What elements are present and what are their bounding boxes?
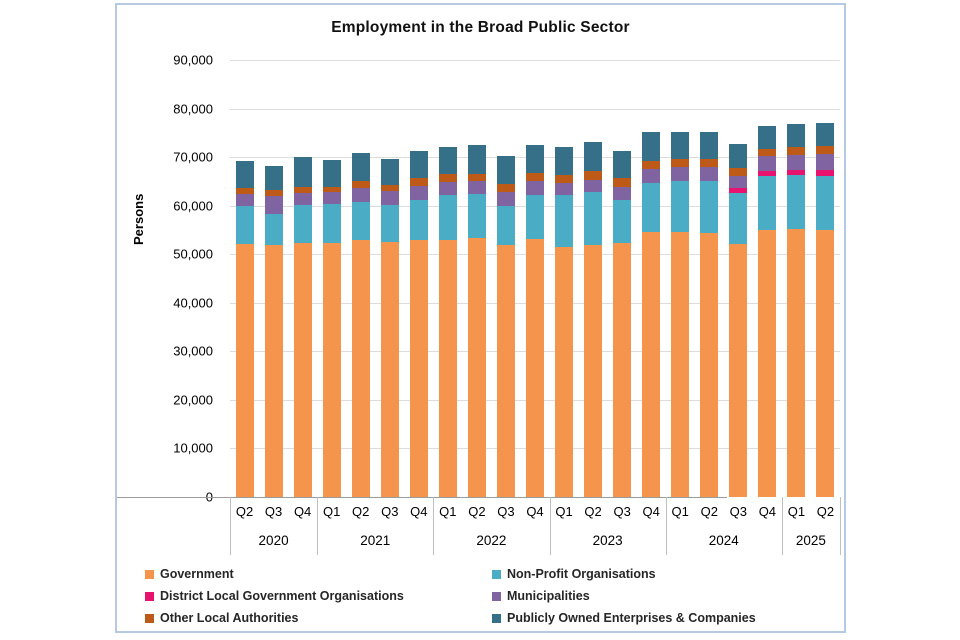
- bar-segment: [439, 182, 457, 195]
- bar-segment: [642, 132, 660, 161]
- bar-2023-q1: [555, 147, 573, 497]
- quarter-label: Q2: [816, 503, 835, 519]
- year-label: 2024: [708, 532, 739, 548]
- bar-segment: [381, 185, 399, 191]
- quarter-label: Q4: [410, 503, 428, 519]
- bar-segment: [758, 171, 776, 176]
- legend-item: [145, 589, 492, 603]
- bar-segment: [671, 159, 689, 167]
- quarter-label: Q1: [787, 503, 806, 519]
- bar-segment: [323, 187, 341, 192]
- bar-segment: [700, 233, 718, 497]
- quarter-label: Q2: [235, 503, 254, 519]
- quarter-label: Q2: [700, 503, 718, 519]
- bar-segment: [381, 159, 399, 185]
- bar-segment: [642, 232, 660, 497]
- y-tick-label: 40,000: [173, 295, 213, 311]
- bar-segment: [613, 178, 631, 188]
- y-tick-label: 90,000: [173, 52, 213, 68]
- bar-2020-q2: [236, 161, 254, 497]
- bar-segment: [352, 181, 370, 188]
- y-tick-label: 50,000: [173, 246, 213, 262]
- bar-segment: [816, 154, 834, 170]
- bar-segment: [381, 242, 399, 497]
- bar-segment: [439, 195, 457, 240]
- quarter-label: Q2: [584, 503, 602, 519]
- bar-segment: [352, 202, 370, 239]
- bar-segment: [642, 183, 660, 232]
- bar-segment: [758, 230, 776, 497]
- bar-segment: [584, 192, 602, 244]
- bar-segment: [816, 230, 834, 497]
- y-tick-label: 60,000: [173, 198, 213, 214]
- bar-segment: [265, 166, 283, 190]
- bar-segment: [642, 169, 660, 183]
- bar-segment: [352, 153, 370, 181]
- bar-segment: [671, 132, 689, 159]
- legend-swatch-icon: [145, 570, 154, 579]
- bar-segment: [729, 144, 747, 168]
- bar-segment: [352, 188, 370, 202]
- bar-segment: [671, 232, 689, 497]
- bar-segment: [294, 187, 312, 193]
- legend-swatch-icon: [492, 592, 501, 601]
- bar-segment: [497, 184, 515, 192]
- bar-segment: [236, 194, 254, 206]
- legend-swatch-icon: [145, 592, 154, 601]
- bar-2022-q2: [468, 145, 486, 497]
- bar-segment: [526, 181, 544, 196]
- y-tick-label: 20,000: [173, 392, 213, 408]
- year-label: 2025: [795, 532, 826, 548]
- y-tick-label: 70,000: [173, 149, 213, 165]
- bar-segment: [787, 147, 805, 155]
- bar-2023-q2: [584, 142, 602, 497]
- bar-segment: [758, 149, 776, 156]
- bar-segment: [294, 193, 312, 205]
- bar-segment: [787, 170, 805, 175]
- bar-segment: [584, 171, 602, 180]
- bar-segment: [613, 200, 631, 243]
- bar-segment: [526, 239, 544, 497]
- bar-segment: [497, 156, 515, 184]
- bar-segment: [381, 191, 399, 205]
- bar-2020-q3: [265, 166, 283, 497]
- bar-segment: [265, 196, 283, 214]
- bar-segment: [671, 167, 689, 181]
- bar-segment: [787, 229, 805, 497]
- bar-segment: [555, 195, 573, 247]
- bar-segment: [323, 192, 341, 204]
- year-label: 2020: [258, 532, 289, 548]
- bar-2024-q2: [700, 132, 718, 497]
- legend-swatch-icon: [492, 614, 501, 623]
- bar-2024-q4: [758, 126, 776, 497]
- quarter-label: Q3: [729, 503, 747, 519]
- bar-segment: [236, 161, 254, 188]
- legend-label: Municipalities: [507, 589, 590, 603]
- bar-segment: [642, 161, 660, 169]
- bar-segment: [410, 186, 428, 200]
- bar-segment: [236, 188, 254, 194]
- year-separator: [840, 497, 841, 555]
- legend-row: [145, 563, 835, 585]
- bar-segment: [497, 206, 515, 245]
- bar-segment: [729, 244, 747, 497]
- bar-segment: [439, 147, 457, 173]
- quarter-label: Q1: [322, 503, 341, 519]
- bar-segment: [758, 176, 776, 231]
- quarter-label: Q4: [526, 503, 544, 519]
- bar-segment: [410, 151, 428, 179]
- quarter-label: Q4: [293, 503, 312, 519]
- bar-segment: [584, 180, 602, 192]
- bar-2021-q4: [410, 151, 428, 497]
- legend: [145, 563, 835, 629]
- bar-segment: [613, 151, 631, 178]
- legend-item: [492, 611, 756, 625]
- chart-box: [115, 3, 846, 633]
- quarter-label: Q1: [439, 503, 457, 519]
- bar-segment: [700, 159, 718, 167]
- bar-2021-q1: [323, 160, 341, 497]
- y-tick-label: 30,000: [173, 343, 213, 359]
- quarter-label: Q4: [758, 503, 777, 519]
- quarter-label: Q3: [613, 503, 631, 519]
- bar-segment: [265, 245, 283, 497]
- bar-segment: [729, 188, 747, 193]
- bar-2022-q3: [497, 156, 515, 497]
- legend-label: Publicly Owned Enterprises & Companies: [507, 611, 756, 625]
- bar-segment: [555, 183, 573, 195]
- bar-segment: [584, 142, 602, 171]
- bar-segment: [787, 175, 805, 229]
- bar-segment: [729, 168, 747, 176]
- chart-title: Employment in the Broad Public Sector: [331, 19, 630, 36]
- bar-segment: [526, 145, 544, 173]
- bar-segment: [816, 176, 834, 230]
- bar-segment: [497, 192, 515, 206]
- bar-segment: [816, 146, 834, 154]
- bar-segment: [410, 240, 428, 497]
- bar-segment: [294, 205, 312, 243]
- bar-2023-q3: [613, 151, 631, 497]
- bar-segment: [352, 240, 370, 497]
- quarter-label: Q1: [671, 503, 689, 519]
- y-tick-label: 80,000: [173, 101, 213, 117]
- bar-2020-q4: [294, 157, 312, 497]
- bar-segment: [758, 126, 776, 149]
- y-axis-title: Persons: [131, 193, 146, 245]
- bar-segment: [526, 173, 544, 181]
- bar-segment: [468, 181, 486, 194]
- bar-segment: [410, 178, 428, 185]
- x-axis: [230, 497, 840, 557]
- quarter-label: Q3: [264, 503, 283, 519]
- bar-segment: [468, 145, 486, 173]
- plot-area: [230, 60, 840, 497]
- bar-2025-q2: [816, 123, 834, 497]
- legend-label: District Local Government Organisations: [160, 589, 404, 603]
- legend-row: [145, 585, 835, 607]
- bar-segment: [613, 243, 631, 497]
- bar-2021-q2: [352, 153, 370, 497]
- bar-segment: [729, 176, 747, 188]
- year-label: 2021: [360, 532, 391, 548]
- bar-segment: [381, 205, 399, 242]
- bar-segment: [265, 214, 283, 245]
- bar-segment: [439, 174, 457, 182]
- bar-segment: [787, 124, 805, 148]
- bar-segment: [613, 187, 631, 200]
- bar-segment: [671, 181, 689, 232]
- legend-swatch-icon: [145, 614, 154, 623]
- legend-row: [145, 607, 835, 629]
- quarter-label: Q1: [555, 503, 573, 519]
- bar-segment: [323, 160, 341, 187]
- bar-segment: [816, 123, 834, 147]
- bar-2025-q1: [787, 124, 805, 497]
- bar-segment: [468, 174, 486, 181]
- bar-segment: [236, 206, 254, 244]
- bar-segment: [555, 147, 573, 175]
- bar-segment: [555, 247, 573, 497]
- bar-2023-q4: [642, 132, 660, 497]
- quarter-label: Q3: [497, 503, 515, 519]
- bar-segment: [468, 238, 486, 497]
- legend-item: [145, 611, 492, 625]
- bar-segment: [700, 167, 718, 181]
- gridline: [230, 60, 840, 61]
- bar-segment: [323, 243, 341, 497]
- y-tick-label: 10,000: [173, 440, 213, 456]
- gridline: [230, 109, 840, 110]
- bar-2024-q3: [729, 144, 747, 497]
- quarter-label: Q2: [352, 503, 370, 519]
- quarter-label: Q2: [468, 503, 486, 519]
- bar-segment: [294, 243, 312, 497]
- legend-item: [492, 567, 656, 581]
- legend-label: Non-Profit Organisations: [507, 567, 656, 581]
- bar-segment: [787, 155, 805, 170]
- year-label: 2022: [476, 532, 507, 548]
- bar-segment: [700, 181, 718, 233]
- bar-2021-q3: [381, 159, 399, 497]
- bar-segment: [526, 195, 544, 238]
- bar-segment: [555, 175, 573, 184]
- legend-item: [145, 567, 492, 581]
- bar-segment: [410, 200, 428, 240]
- bar-segment: [758, 156, 776, 171]
- bar-segment: [468, 194, 486, 238]
- bar-segment: [700, 132, 718, 158]
- bar-segment: [323, 204, 341, 243]
- bar-segment: [236, 244, 254, 497]
- bar-2024-q1: [671, 132, 689, 497]
- bar-segment: [729, 193, 747, 243]
- bar-segment: [584, 245, 602, 497]
- legend-label: Other Local Authorities: [160, 611, 299, 625]
- bar-segment: [497, 245, 515, 497]
- legend-swatch-icon: [492, 570, 501, 579]
- bar-segment: [439, 240, 457, 497]
- bar-2022-q4: [526, 145, 544, 498]
- quarter-label: Q3: [381, 503, 399, 519]
- legend-item: [492, 589, 590, 603]
- bar-2022-q1: [439, 147, 457, 497]
- year-label: 2023: [592, 532, 623, 548]
- quarter-label: Q4: [642, 503, 660, 519]
- legend-label: Government: [160, 567, 234, 581]
- bar-segment: [294, 157, 312, 187]
- bar-segment: [816, 170, 834, 175]
- bar-segment: [265, 190, 283, 196]
